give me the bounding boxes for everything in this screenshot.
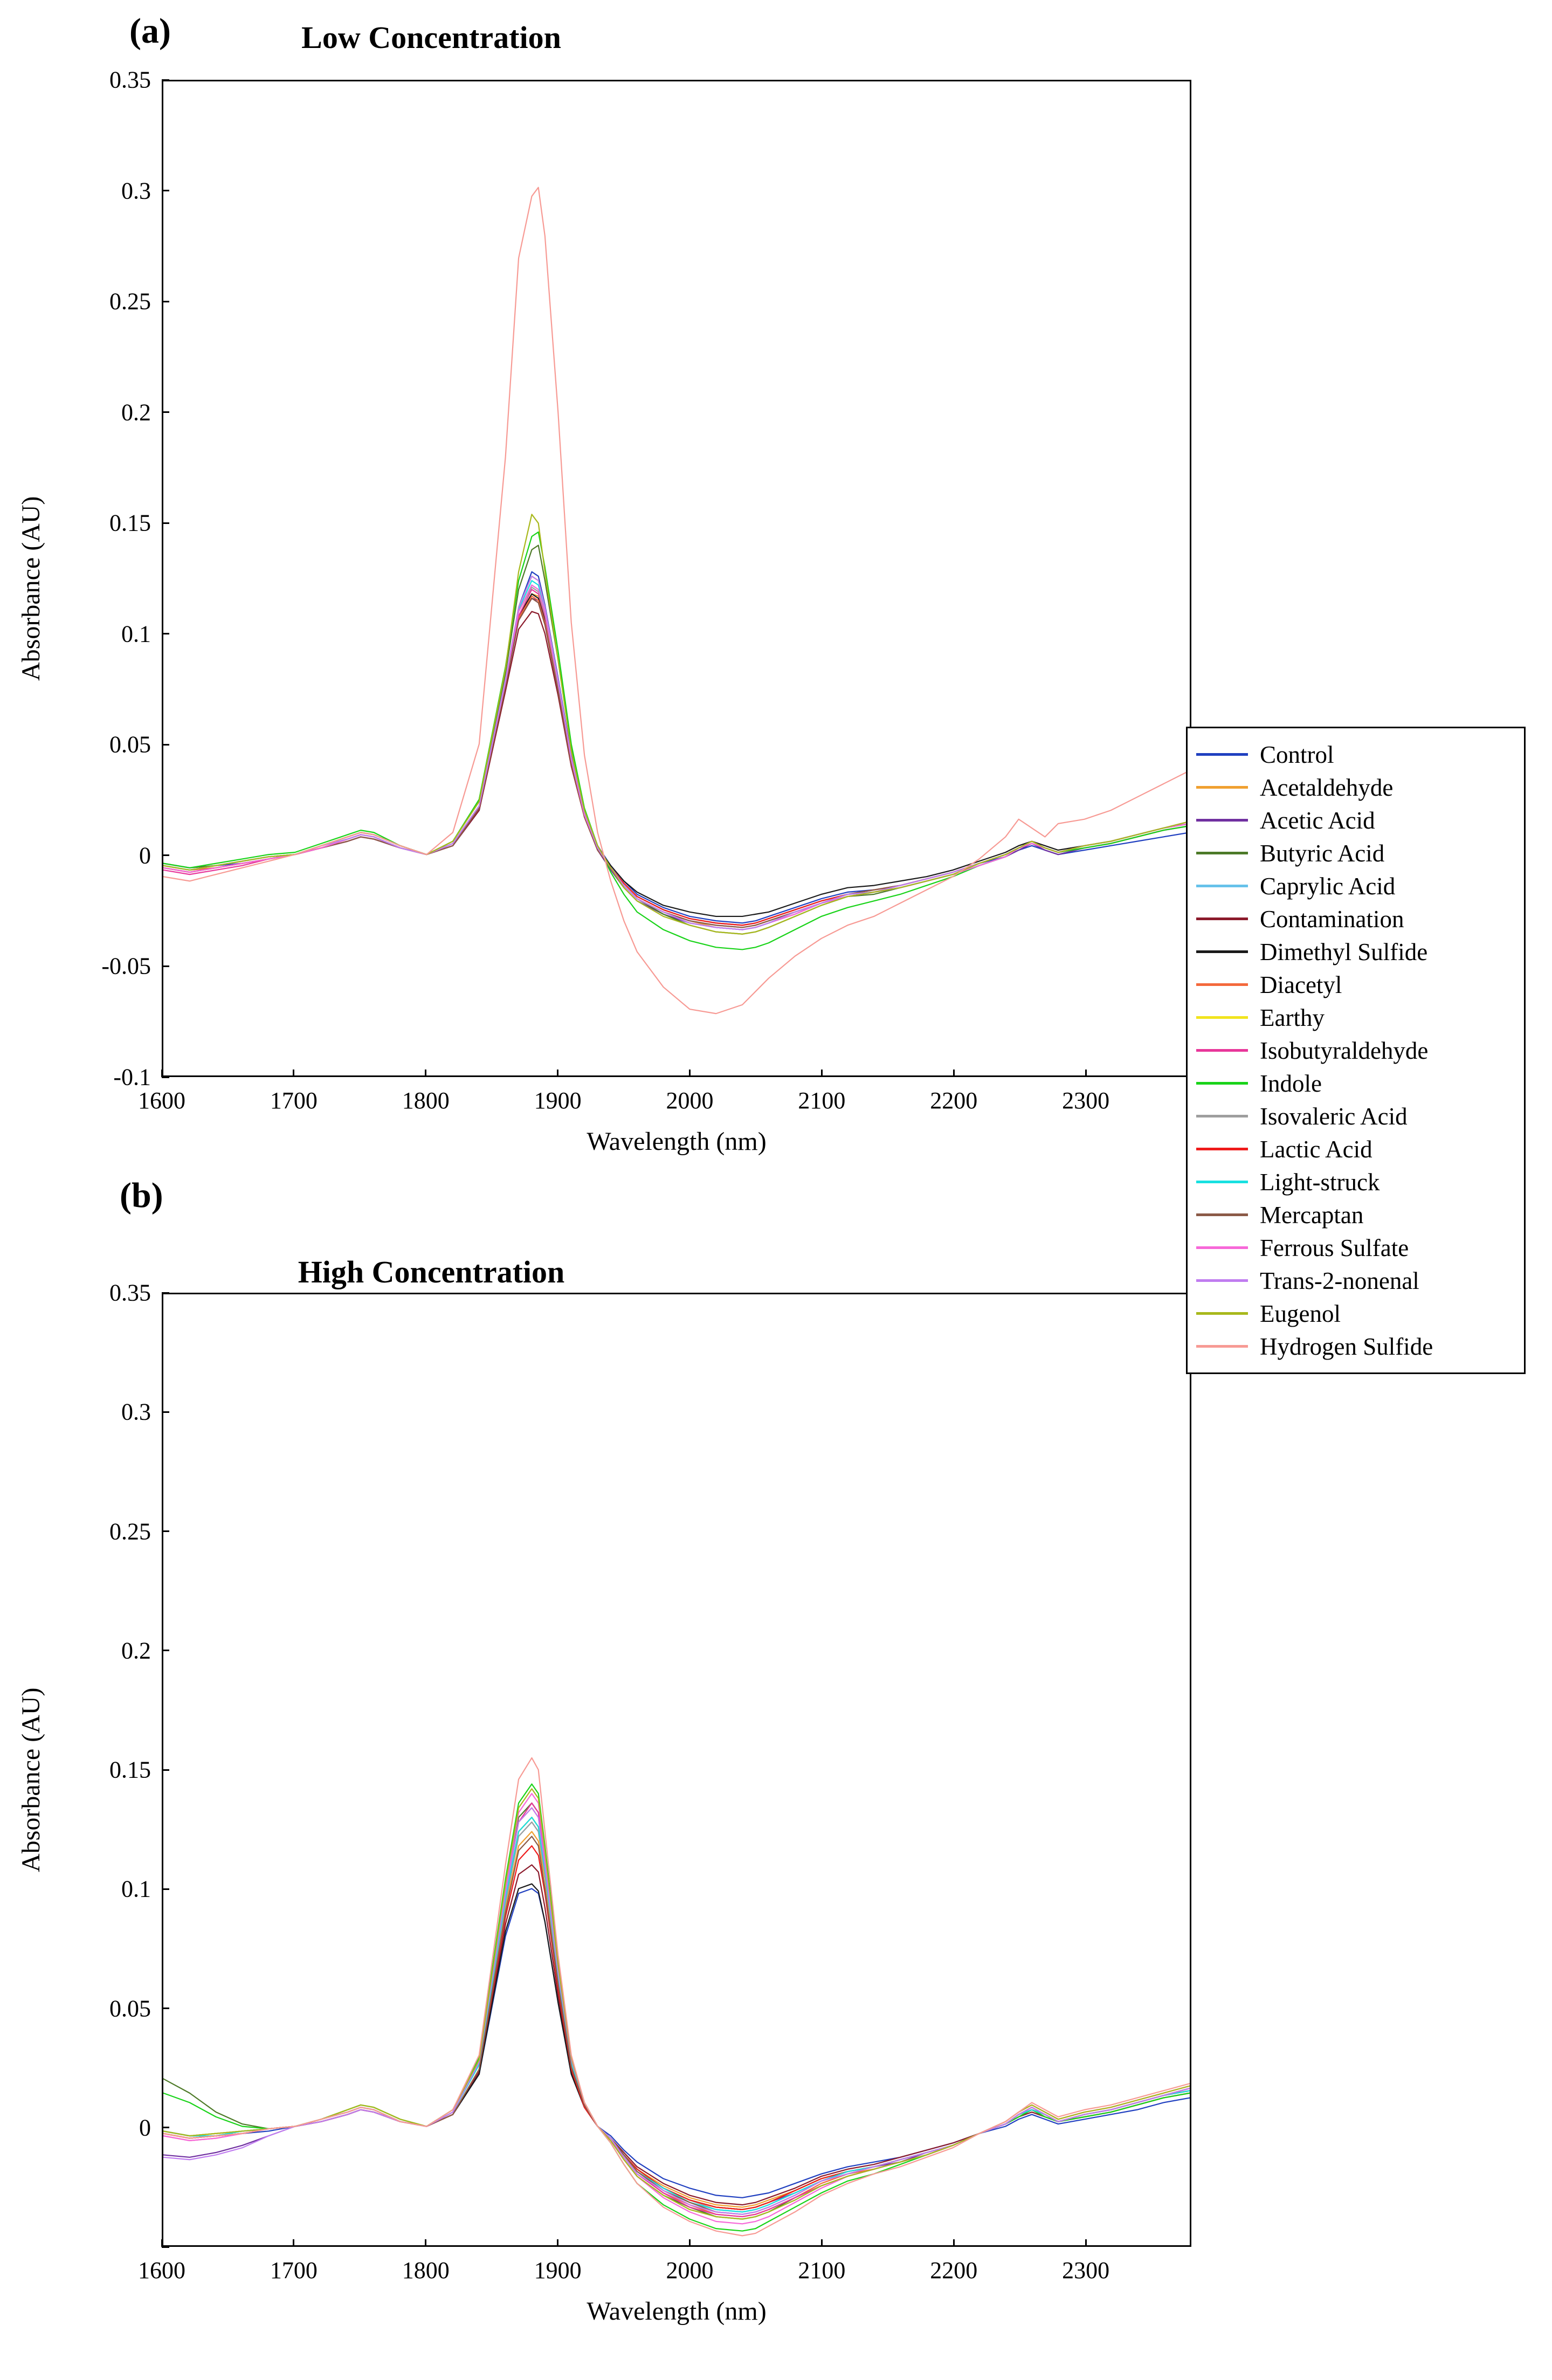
series-line [163, 1822, 1190, 2210]
legend-label: Light-struck [1260, 1168, 1380, 1196]
legend-color-swatch [1196, 1246, 1248, 1249]
series-line [163, 1884, 1190, 2210]
y-tick-mark [162, 522, 169, 524]
y-tick-mark [162, 965, 169, 967]
chart-high-concentration [0, 1234, 1186, 2377]
y-tick-mark [162, 190, 169, 191]
y-tick-label: -0.1 [113, 1064, 151, 1091]
chart-a-title: Low Concentration [301, 20, 561, 55]
legend-item [1196, 837, 1519, 870]
x-tick-label: 1600 [138, 1087, 185, 1114]
x-tick-label: 2200 [930, 2257, 978, 2284]
legend-color-swatch [1196, 852, 1248, 854]
legend-color-swatch [1196, 1148, 1248, 1150]
panel-a-label: (a) [129, 11, 171, 51]
y-tick-mark [162, 1292, 169, 1294]
legend-color-swatch [1196, 819, 1248, 822]
series-line [163, 1793, 1190, 2224]
x-tick-mark [1085, 1070, 1087, 1077]
legend-color-swatch [1196, 1049, 1248, 1052]
x-tick-label: 1700 [270, 2257, 318, 2284]
legend-color-swatch [1196, 753, 1248, 756]
series-line [163, 598, 1190, 925]
series-line [163, 1889, 1190, 2198]
legend-label: Diacetyl [1260, 971, 1342, 998]
series-line [163, 594, 1190, 916]
legend-color-swatch [1196, 1082, 1248, 1085]
chart-low-concentration [0, 0, 1186, 1186]
legend-label: Trans-2-nonenal [1260, 1267, 1419, 1294]
chart-a-ylabel: Absorbance (AU) [17, 496, 45, 681]
x-tick-label: 1900 [534, 2257, 582, 2284]
series-line [163, 1758, 1190, 2236]
x-tick-mark [161, 1070, 163, 1077]
y-tick-label: 0.35 [109, 66, 151, 93]
legend-label: Control [1260, 741, 1334, 768]
legend-label: Indole [1260, 1070, 1322, 1097]
plot-lines-a [163, 81, 1190, 1075]
series-line [163, 1836, 1190, 2214]
legend-item [1196, 1133, 1519, 1165]
x-tick-label: 1900 [534, 1087, 582, 1114]
series-line [163, 532, 1190, 949]
legend-label: Acetic Acid [1260, 806, 1375, 834]
x-tick-label: 2300 [1062, 2257, 1110, 2284]
legend-item [1196, 1198, 1519, 1231]
legend-item [1196, 902, 1519, 935]
legend-label: Butyric Acid [1260, 839, 1385, 867]
chart-legend [1186, 727, 1526, 1374]
x-tick-label: 1800 [402, 2257, 450, 2284]
legend-label: Hydrogen Sulfide [1260, 1333, 1433, 1360]
series-line [163, 1808, 1190, 2217]
legend-label: Isobutyraldehyde [1260, 1037, 1429, 1064]
y-tick-label: 0.15 [109, 509, 151, 536]
x-tick-mark [821, 1070, 823, 1077]
chart-a-xlabel: Wavelength (nm) [587, 1127, 767, 1156]
chart-b-xlabel: Wavelength (nm) [587, 2297, 767, 2326]
plot-area-b [162, 1293, 1191, 2247]
series-line [163, 585, 1190, 929]
y-tick-mark [162, 79, 169, 81]
legend-color-swatch [1196, 1279, 1248, 1282]
legend-color-swatch [1196, 1115, 1248, 1117]
legend-item [1196, 870, 1519, 902]
series-line [163, 587, 1190, 927]
x-tick-mark [821, 2239, 823, 2247]
y-tick-label: 0.05 [109, 731, 151, 758]
legend-label: Isovaleric Acid [1260, 1102, 1408, 1130]
x-tick-label: 2000 [666, 1087, 714, 1114]
x-tick-mark [557, 2239, 558, 2247]
legend-label: Mercaptan [1260, 1201, 1364, 1229]
legend-color-swatch [1196, 1345, 1248, 1348]
legend-item [1196, 935, 1519, 968]
series-line [163, 581, 1190, 929]
legend-label: Dimethyl Sulfide [1260, 938, 1428, 965]
legend-item [1196, 1067, 1519, 1100]
legend-item [1196, 1264, 1519, 1297]
series-line [163, 1808, 1190, 2215]
panel-b-label: (b) [120, 1176, 163, 1215]
y-tick-mark [162, 2246, 169, 2248]
x-tick-mark [689, 2239, 691, 2247]
legend-color-swatch [1196, 1213, 1248, 1216]
series-line [163, 1817, 1190, 2210]
legend-color-swatch [1196, 1181, 1248, 1183]
series-line [163, 572, 1190, 923]
x-tick-mark [293, 2239, 294, 2247]
x-tick-label: 2100 [798, 1087, 846, 1114]
legend-label: Contamination [1260, 905, 1404, 933]
x-tick-label: 2300 [1062, 1087, 1110, 1114]
series-line [163, 514, 1190, 934]
x-tick-mark [425, 2239, 426, 2247]
series-line [163, 188, 1190, 1014]
chart-b-ylabel: Absorbance (AU) [17, 1687, 45, 1872]
y-tick-mark [162, 2127, 169, 2128]
x-tick-label: 1800 [402, 1087, 450, 1114]
legend-item [1196, 771, 1519, 804]
series-line [163, 598, 1190, 930]
legend-label: Earthy [1260, 1004, 1325, 1031]
plot-lines-b [163, 1294, 1190, 2245]
y-tick-mark [162, 854, 169, 856]
series-line [163, 1817, 1190, 2212]
series-line [163, 576, 1190, 930]
x-tick-mark [953, 2239, 955, 2247]
legend-item [1196, 738, 1519, 771]
y-tick-mark [162, 744, 169, 746]
series-line [163, 1803, 1190, 2219]
x-tick-mark [161, 2239, 163, 2247]
legend-label: Acetaldehyde [1260, 774, 1394, 801]
series-line [163, 598, 1190, 928]
y-tick-mark [162, 1411, 169, 1413]
x-tick-label: 2000 [666, 2257, 714, 2284]
legend-label: Eugenol [1260, 1300, 1341, 1327]
series-line [163, 1803, 1190, 2217]
y-tick-label: 0.25 [109, 288, 151, 315]
x-tick-mark [557, 1070, 558, 1077]
x-tick-mark [953, 1070, 955, 1077]
x-tick-mark [1085, 2239, 1087, 2247]
y-tick-label: 0.1 [121, 620, 151, 647]
series-line [163, 1817, 1190, 2210]
y-tick-label: 0.15 [109, 1756, 151, 1783]
y-tick-label: 0.2 [121, 399, 151, 426]
series-line [163, 589, 1190, 929]
x-tick-mark [425, 1070, 426, 1077]
y-tick-mark [162, 2008, 169, 2009]
x-tick-label: 2100 [798, 2257, 846, 2284]
series-line [163, 611, 1190, 925]
y-tick-label: -0.05 [101, 953, 151, 979]
series-line [163, 576, 1190, 930]
x-tick-label: 1700 [270, 1087, 318, 1114]
y-tick-label: 0 [139, 2114, 151, 2141]
y-tick-mark [162, 1888, 169, 1890]
legend-color-swatch [1196, 983, 1248, 986]
legend-color-swatch [1196, 1016, 1248, 1019]
legend-color-swatch [1196, 950, 1248, 953]
y-tick-mark [162, 1650, 169, 1651]
legend-item [1196, 1330, 1519, 1363]
legend-color-swatch [1196, 885, 1248, 887]
series-line [163, 596, 1190, 928]
x-tick-mark [293, 1070, 294, 1077]
y-tick-label: 0 [139, 842, 151, 869]
legend-label: Ferrous Sulfate [1260, 1234, 1409, 1261]
legend-color-swatch [1196, 917, 1248, 920]
y-tick-label: 0.2 [121, 1637, 151, 1664]
legend-color-swatch [1196, 786, 1248, 789]
y-tick-mark [162, 633, 169, 634]
legend-item [1196, 968, 1519, 1001]
series-line [163, 1784, 1190, 2231]
legend-item [1196, 804, 1519, 837]
series-line [163, 585, 1190, 929]
series-line [163, 546, 1190, 934]
legend-item [1196, 1165, 1519, 1198]
chart-b-title: High Concentration [298, 1254, 565, 1289]
y-tick-mark [162, 1077, 169, 1078]
x-tick-label: 1600 [138, 2257, 185, 2284]
legend-item [1196, 1001, 1519, 1034]
x-tick-label: 2200 [930, 1087, 978, 1114]
series-line [163, 1846, 1190, 2210]
legend-item [1196, 1297, 1519, 1330]
y-tick-label: 0.3 [121, 177, 151, 204]
y-tick-mark [162, 1769, 169, 1771]
legend-label: Caprylic Acid [1260, 872, 1396, 900]
y-tick-mark [162, 411, 169, 413]
legend-color-swatch [1196, 1312, 1248, 1315]
legend-item [1196, 1034, 1519, 1067]
y-tick-label: 0.3 [121, 1398, 151, 1425]
series-line [163, 1822, 1190, 2212]
plot-area-a [162, 80, 1191, 1077]
series-line [163, 1865, 1190, 2205]
series-line [163, 1832, 1190, 2207]
series-line [163, 594, 1190, 930]
legend-item [1196, 1100, 1519, 1133]
y-tick-label: 0.05 [109, 1995, 151, 2022]
y-tick-mark [162, 301, 169, 302]
y-tick-mark [162, 1530, 169, 1532]
y-tick-label: 0.1 [121, 1875, 151, 1902]
y-tick-label: 0.25 [109, 1518, 151, 1544]
legend-label: Lactic Acid [1260, 1135, 1372, 1163]
legend-item [1196, 1231, 1519, 1264]
y-tick-label: 0.35 [109, 1279, 151, 1306]
x-tick-mark [689, 1070, 691, 1077]
series-line [163, 1789, 1190, 2219]
